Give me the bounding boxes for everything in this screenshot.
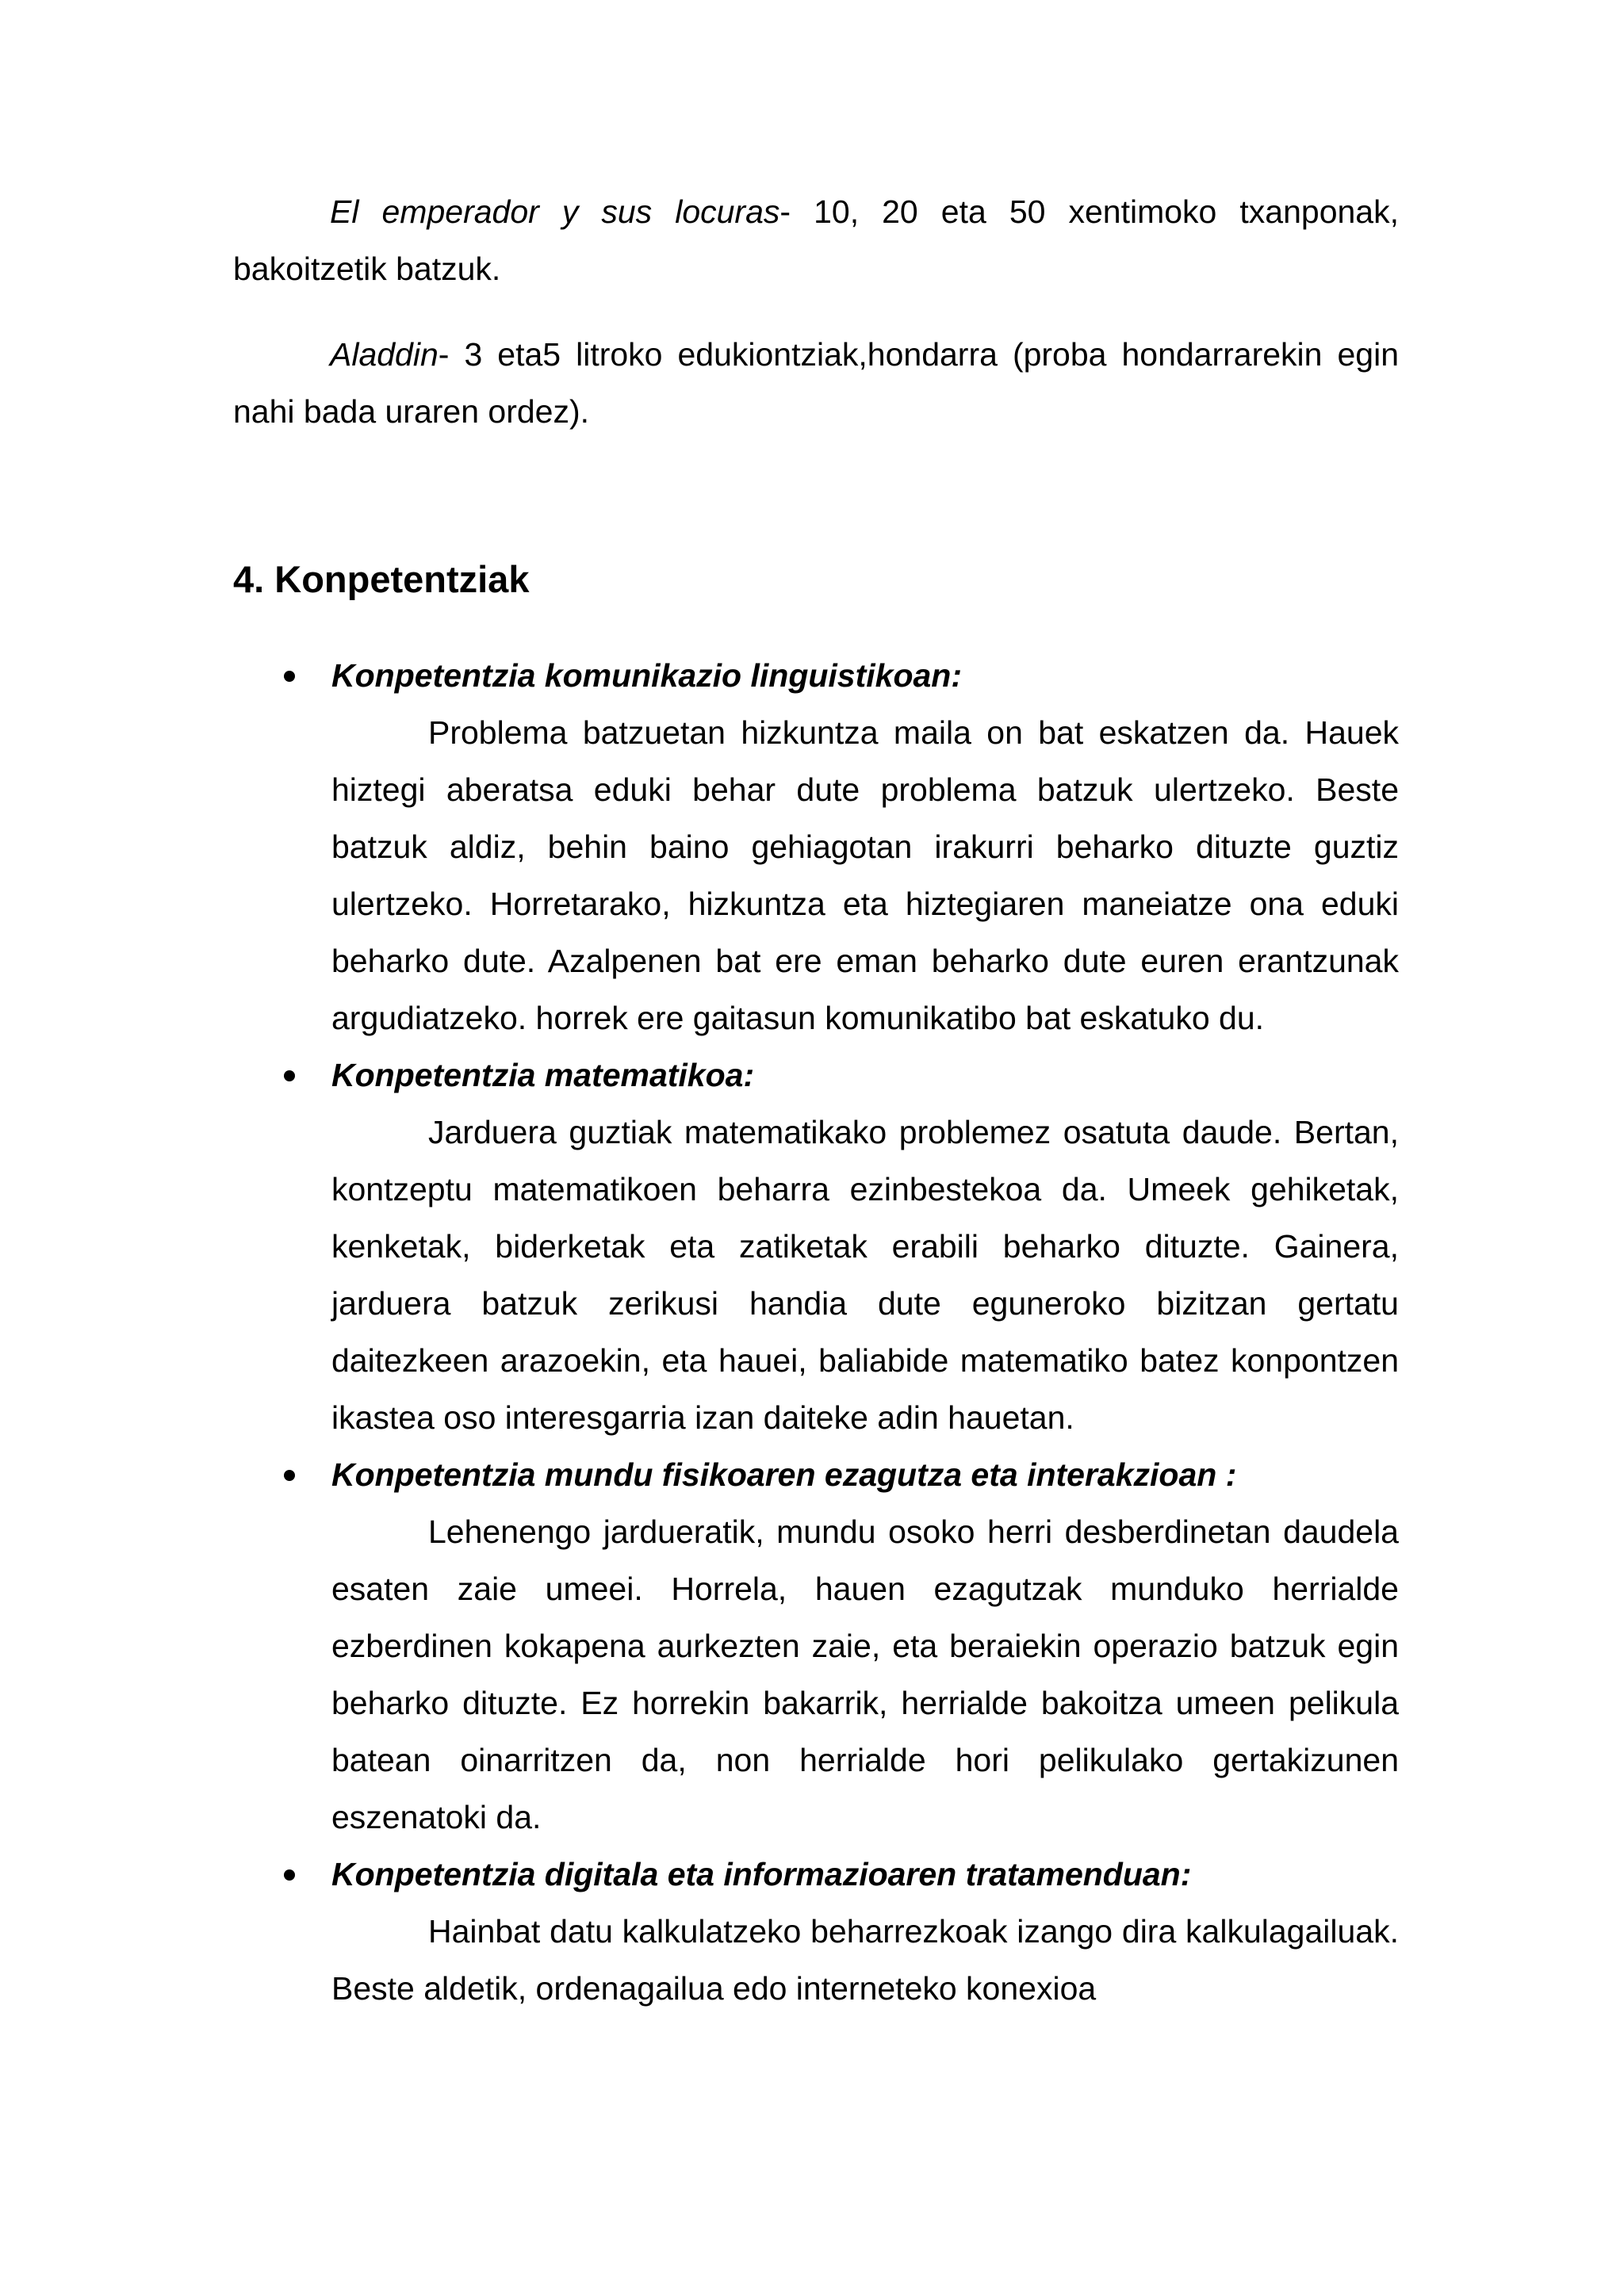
competency-item-linguistic — [233, 647, 1399, 1047]
competency-body: Problema batzuetan hizkuntza maila on bat eskatzen da. Hauek hiztegi aberatsa eduki behar dute problema batzuk ulertzeko. Beste batzuk aldiz, behin baino gehiagotan irakurri beharko dituzte guztiz ulertzeko. Horretarako, hizkuntza eta hiztegiaren maneiatze ona eduki beharko dute. Azalpenen bat ere eman beharko dute euren erantzunak argudiatzeko. horrek ere gaitasun komunikatibo bat eskatuko du. — [331, 714, 1399, 1036]
material-text: - 10, 20 eta 50 xentimoko txanponak, bakoitzetik batzuk. — [233, 193, 1399, 287]
competency-item-digital — [233, 1846, 1399, 2017]
material-title: Aladdin — [330, 336, 439, 373]
bullet-icon — [284, 1869, 295, 1881]
competency-body: Jarduera guztiak matematikako problemez osatuta daude. Bertan, kontzeptu matematikoen beharra ezinbestekoa da. Umeek gehiketak, kenketak, biderketak eta zatiketak erabili beharko dituzte. Gainera, jarduera batzuk zerikusi handia dute eguneroko bizitzan gertatu daitezkeen arazoekin, eta hauei, baliabide matematiko batez konpontzen ikastea oso interesgarria izan daiteke adin hauetan. — [331, 1114, 1399, 1436]
material-text: - 3 eta5 litroko edukiontziak,hondarra (proba hondarrarekin egin nahi bada uraren ordez). — [233, 336, 1399, 430]
material-paragraph-aladdin — [233, 326, 1399, 440]
bullet-icon — [284, 1470, 295, 1481]
competency-title: Konpetentzia matematikoa: — [331, 1057, 755, 1093]
competency-item-mathematical — [233, 1047, 1399, 1446]
bullet-icon — [284, 671, 295, 682]
competency-title: Konpetentzia komunikazio linguistikoan: — [331, 657, 962, 694]
competency-title: Konpetentzia digitala eta informazioaren tratamenduan: — [331, 1856, 1192, 1892]
competency-body: Lehenengo jardueratik, mundu osoko herri desberdinetan daudela esaten zaie umeei. Horrela, hauen ezagutzak munduko herrialde ezberdinen kokapena aurkezten zaie, eta beraiekin operazio batzuk egin beharko dituzte. Ez horrekin bakarrik, herrialde bakoitza umeen pelikula batean oinarritzen da, non herrialde hori pelikulako gertakizunen eszenatoki da. — [331, 1513, 1399, 1835]
competency-list — [233, 647, 1399, 2017]
section-heading: 4. Konpetentziak — [233, 558, 530, 600]
material-paragraph-emperador — [233, 183, 1399, 297]
material-title: El emperador y sus locuras — [330, 193, 780, 230]
competency-body: Hainbat datu kalkulatzeko beharrezkoak izango dira kalkulagailuak. Beste aldetik, ordenagailua edo interneteko konexioa — [331, 1913, 1399, 2007]
competency-title: Konpetentzia mundu fisikoaren ezagutza eta interakzioan : — [331, 1456, 1237, 1493]
bullet-icon — [284, 1070, 295, 1081]
competency-item-physical-world — [233, 1446, 1399, 1846]
